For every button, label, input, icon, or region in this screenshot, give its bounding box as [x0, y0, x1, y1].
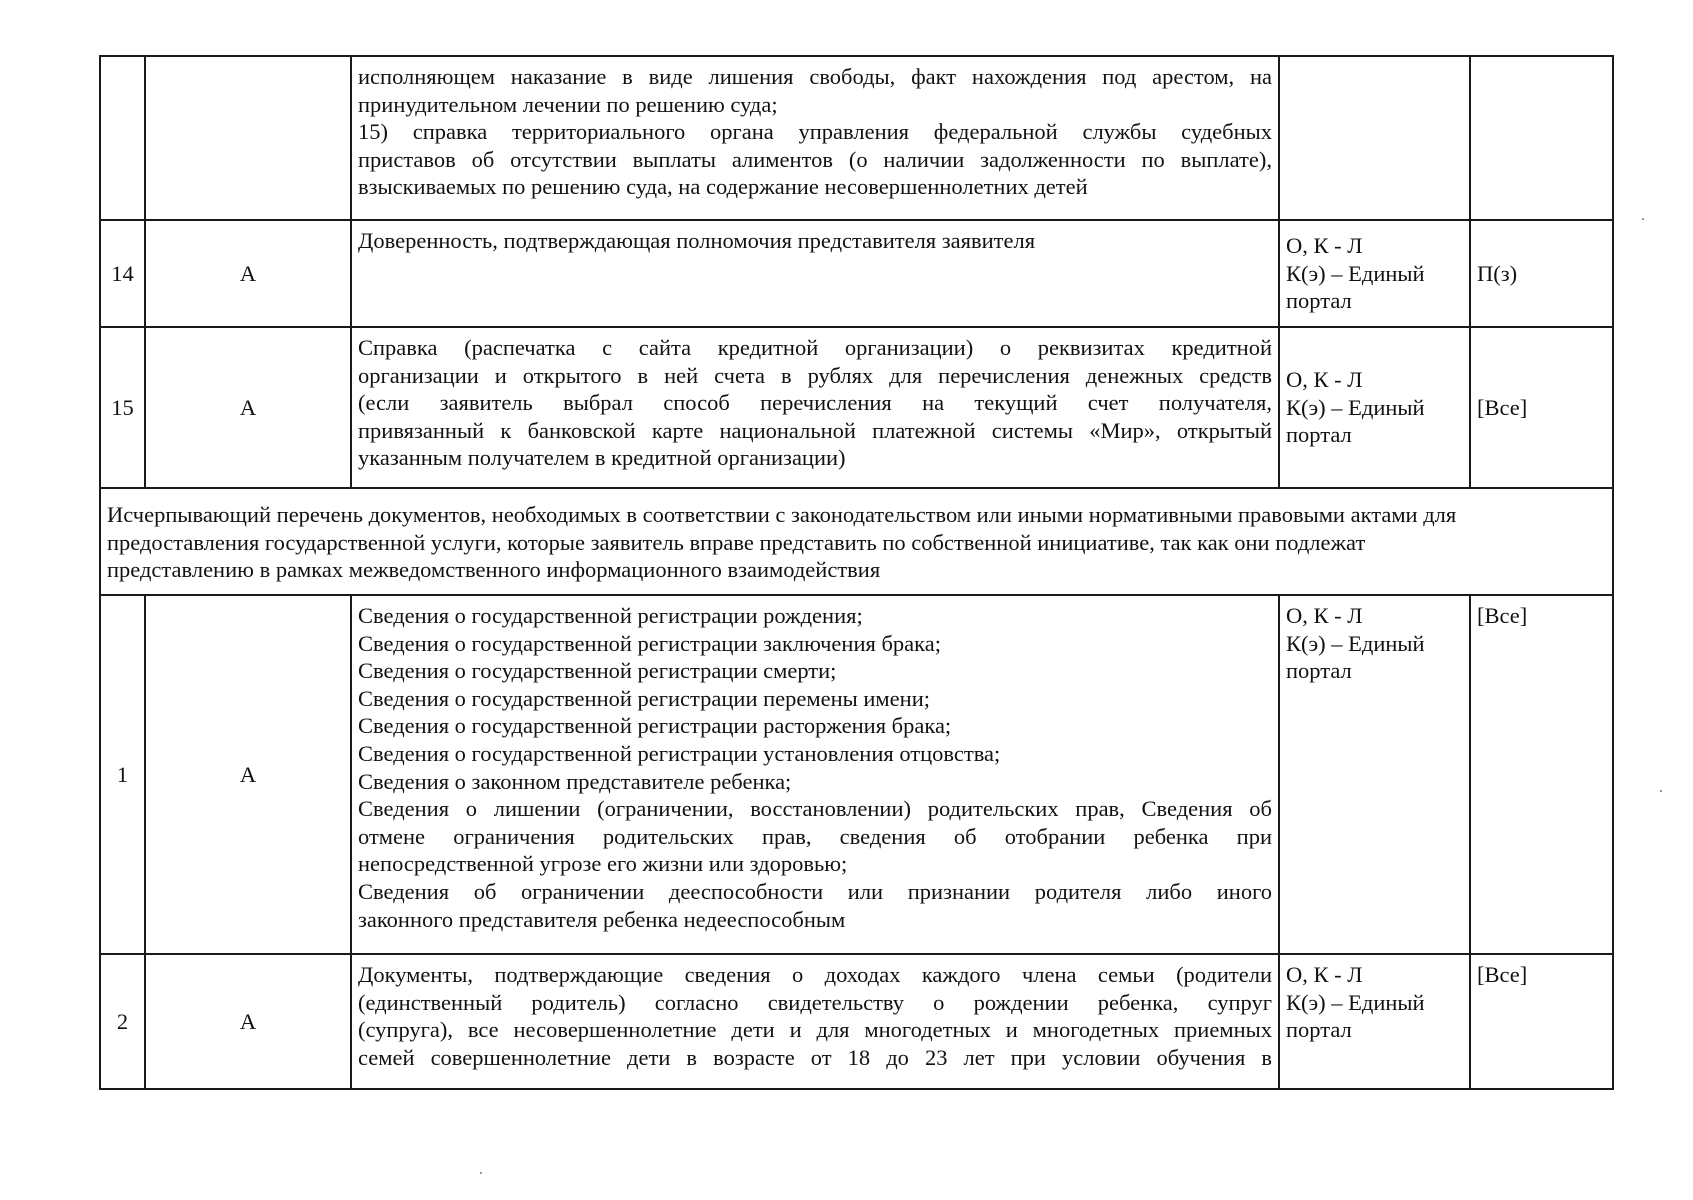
- row-forms: [1279, 954, 1470, 1089]
- description-line: Доверенность, подтверждающая полномочия представителя заявителя: [358, 228, 1036, 253]
- table-row: [100, 56, 1613, 220]
- description-line: привязанный к банковской карте национальной платежной системы «Мир», открытый: [358, 417, 1272, 443]
- description-line: Сведения о законном представителе ребенка;: [358, 768, 792, 794]
- description-line: (супруга), все несовершеннолетние дети и для многодетных и многодетных приемных: [358, 1017, 1272, 1043]
- description-line: указанным получателем в кредитной организации): [358, 445, 846, 471]
- description-line: Документы, подтверждающие сведения о доходах каждого члена семьи (родители: [358, 962, 1272, 987]
- description-line: Сведения об ограничении дееспособности или признании родителя либо иного: [358, 878, 1272, 904]
- description-line: взыскиваемых по решению суда, на содержание несовершеннолетних детей: [358, 174, 1088, 200]
- row-forms: [1279, 56, 1470, 220]
- row-recipient: [1470, 56, 1613, 220]
- section-heading-line: Исчерпывающий перечень документов, необходимых в соответствии с законодательством или иными нормативными правовыми актами для: [107, 502, 1457, 528]
- table-row: [100, 220, 1613, 327]
- description-line: семей совершеннолетние дети в возрасте от 18 до 23 лет при условии обучения в: [358, 1044, 1272, 1070]
- section-heading-line: предоставления государственной услуги, которые заявитель вправе представить по собственной инициативе, так как они подлежат: [107, 529, 1366, 555]
- scan-speck: [480, 1172, 482, 1174]
- table-row: [100, 327, 1613, 488]
- row-forms: [1279, 595, 1470, 954]
- row-description: [351, 954, 1279, 1089]
- forms-line: О, К - Л: [1286, 603, 1363, 628]
- forms-line: К(э) – Единый: [1286, 394, 1425, 420]
- row-description: [351, 327, 1279, 488]
- description-line: исполняющем наказание в виде лишения свободы, факт нахождения под арестом, на: [358, 64, 1272, 89]
- forms-line: портал: [1286, 1017, 1352, 1043]
- row-recipient: [Все]: [1470, 327, 1613, 488]
- row-description: [351, 220, 1279, 327]
- description-line: отмене ограничения родительских прав, сведения об отобрании ребенка при: [358, 823, 1272, 849]
- description-line: Сведения о государственной регистрации рождения;: [358, 603, 863, 628]
- forms-line: портал: [1286, 658, 1352, 684]
- forms-line: О, К - Л: [1286, 367, 1363, 393]
- scan-speck: [1642, 218, 1644, 220]
- forms-line: портал: [1286, 422, 1352, 448]
- row-number: 1: [100, 595, 145, 954]
- row-recipient: [Все]: [1470, 595, 1613, 954]
- row-number: 15: [100, 327, 145, 488]
- row-recipient: [Все]: [1470, 954, 1613, 1089]
- row-forms: [1279, 220, 1470, 327]
- description-line: (если заявитель выбрал способ перечисления на текущий счет получателя,: [358, 390, 1272, 416]
- description-line: Сведения о государственной регистрации установления отцовства;: [358, 740, 1001, 766]
- section-heading-line: представлению в рамках межведомственного информационного взаимодействия: [107, 557, 881, 583]
- row-forms: [1279, 327, 1470, 488]
- description-line: Сведения о государственной регистрации заключения брака;: [358, 630, 941, 656]
- row-category: А: [145, 327, 351, 488]
- row-number: 14: [100, 220, 145, 327]
- description-line: Сведения о государственной регистрации смерти;: [358, 658, 837, 684]
- row-category: [145, 56, 351, 220]
- row-category: А: [145, 595, 351, 954]
- description-line: организации и открытого в ней счета в рублях для перечисления денежных средств: [358, 362, 1272, 388]
- forms-line: портал: [1286, 288, 1352, 314]
- description-line: законного представителя ребенка недееспособным: [358, 906, 846, 932]
- description-line: Справка (распечатка с сайта кредитной организации) о реквизитах кредитной: [358, 335, 1272, 360]
- description-line: непосредственной угрозе его жизни или здоровью;: [358, 851, 848, 877]
- section-row: [100, 488, 1613, 595]
- description-line: 15) справка территориального органа управления федеральной службы судебных: [358, 119, 1272, 145]
- description-line: Сведения о лишении (ограничении, восстановлении) родительских прав, Сведения об: [358, 796, 1272, 822]
- section-heading: [100, 488, 1613, 595]
- description-line: (единственный родитель) согласно свидетельству о рождении ребенка, супруг: [358, 989, 1272, 1015]
- forms-line: К(э) – Единый: [1286, 989, 1425, 1015]
- row-description: [351, 56, 1279, 220]
- documents-table: [99, 55, 1614, 1090]
- table-row: [100, 954, 1613, 1089]
- row-number: [100, 56, 145, 220]
- forms-line: К(э) – Единый: [1286, 260, 1425, 286]
- description-line: Сведения о государственной регистрации перемены имени;: [358, 685, 930, 711]
- row-description: [351, 595, 1279, 954]
- forms-line: О, К - Л: [1286, 962, 1363, 987]
- row-category: А: [145, 954, 351, 1089]
- table-row: [100, 595, 1613, 954]
- row-number: 2: [100, 954, 145, 1089]
- row-recipient: П(з): [1470, 220, 1613, 327]
- forms-line: О, К - Л: [1286, 233, 1363, 259]
- description-line: Сведения о государственной регистрации расторжения брака;: [358, 713, 952, 739]
- row-category: А: [145, 220, 351, 327]
- scan-speck: [1660, 790, 1662, 792]
- forms-line: К(э) – Единый: [1286, 630, 1425, 656]
- description-line: приставов об отсутствии выплаты алиментов (о наличии задолженности по выплате),: [358, 146, 1272, 172]
- description-line: принудительном лечении по решению суда;: [358, 91, 778, 117]
